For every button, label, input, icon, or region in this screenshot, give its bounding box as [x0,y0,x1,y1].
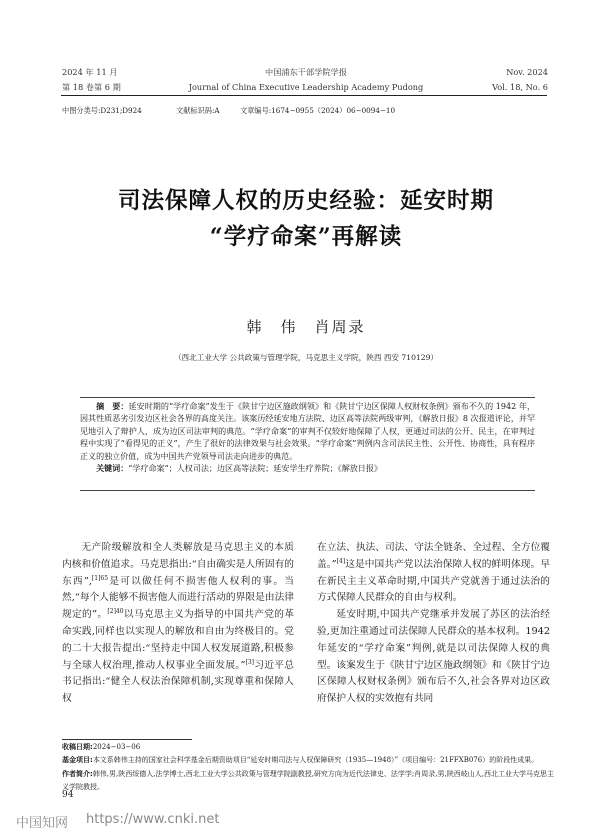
body-text: 无产阶级解放和全人类解放是马克思主义的本质内核和价值追求。马克思指出:“自由确实是人所固有的东西”, [62,542,294,587]
body-paragraph: 延安时期,中国共产党继承并发展了苏区的法治经验,更加注重通过司法保障人民群众的基本权利。1942 年延安的“学疗命案”判例,就是以司法保障人权的典型。该案发生于《陕甘宁边区施政纲领》和《陕甘宁边区保障人权财权条例》颁布后不久,社会各界对边区政府保护人权的实效抱有共同 [317,609,550,705]
body-paragraph [62,540,294,708]
header-volume-cn: 第 18 卷第 6 期 [62,82,121,92]
body-text: 这是中国共产党以法治保障人权的鲜明体现。早在新民主主义革命时期,中国共产党就善于通过法治的方式保障人民群众的自由与权利。 [317,558,550,604]
body-right-column [317,540,550,735]
clc-number: 中图分类号:D231;D924 [62,106,142,115]
citation: [2]40 [107,607,124,615]
article-title-line2: “学疗命案”再解读 [209,224,403,250]
header-journal-cn: 中国浦东干部学院学报 [265,67,347,77]
fund-label: 基金项目: [62,756,93,764]
abstract-block [80,397,535,491]
author-text: 韩伟,男,陕西绥德人,法学博士,西北工业大学公共政策与管理学院副教授,研究方向为近代法律史、法学学;肖周录,男,陕西岐山人,西北工业大学马克思主义学院教授。 [62,770,554,792]
header-rule [61,95,547,96]
header-date-cn: 2024 年 11 月 [62,67,118,77]
fund-text: 本文系韩伟主持的国家社会科学基金后期资助项目“延安时期司法与人权保障研究（1935—1948）”（项目编号：21FFXB076）的阶段性成果。 [92,756,539,764]
body-paragraph [317,540,550,607]
citation: [1]65 [91,574,109,582]
affiliation: （西北工业大学 公共政策与管理学院，马克思主义学院，陕西 西安 710129） [173,353,439,362]
article-title-line1: 司法保障人权的历史经验：延安时期 [117,188,494,214]
abstract-text: 延安时期的“学疗命案”发生于《陕甘宁边区施政纲领》和《陕甘宁边区保障人权财权条例》颁布不久的 1942 年，因其性质恶劣引发边区社会各界的高度关注。该案历经延安地方法院、边区高等法院两级审判，《解放日报》8 次报道评论，并罕见地引入了辩护人，成为边区司法审判的典范。“学疗命案”的审判不仅较好地保障了人权，更通过司法的公开、民主，在审判过程中实现了“看得见的正义”，产生了很好的法律效果与社会效果。“学疗命案”判例内含司法民主性、公开性、协商性，具有程序正义的独立价值，成为中国共产党领导司法走向进步的典范。 [80,402,536,461]
body-text: 习近平总书记指出:“健全人权法治保障机制,实现尊重和保障人权 [62,659,294,705]
citation: [3] [245,658,254,666]
page-number: 94 [62,790,74,800]
body-left-column [62,540,294,735]
document-code: 文献标识码:A [176,106,220,115]
body-text: 在立法、执法、司法、守法全链条、全过程、全方位覆盖。” [317,542,550,570]
body-text: 是可以做任何不损害他人权利的事。当然,“每个人能够不损害他人而进行活动的界限是由法律规定的”。 [62,575,294,621]
footnote-rule [62,739,192,740]
citation: [4] [336,557,346,565]
header-journal-en: Journal of China Executive Leadership Academy Pudong [188,82,424,92]
footnote-received [62,741,554,754]
abstract [80,401,535,463]
footnote-fund [62,754,554,767]
header-date-en: Nov. 2024 [506,67,548,77]
received-date: 2024−03−06 [92,743,141,751]
watermark-site: 中国知网 [16,816,69,831]
watermark-url: https://www.cnki.net [86,812,220,827]
keywords-text: “学疗命案”；人权司法；边区高等法院；延安学生疗养院；《解放日报》 [128,464,382,474]
abstract-label: 摘 要： [96,402,129,411]
article-number: 文章编号:1674−0955（2024）06−0094−10 [240,106,396,115]
authors: 韩 伟 肖周录 [246,318,366,336]
keywords [80,463,535,475]
received-label: 收稿日期: [62,743,93,751]
body-text: 以马克思主义为指导的中国共产党的革命实践,同样也以实现人的解放和自由为终极目的。党的二十大报告提出:“坚持走中国人权发展道路,积极参与全球人权治理,推动人权事业全面发展。” [62,609,294,671]
header-volume-en: Vol. 18, No. 6 [492,82,548,92]
footnote-author [62,768,554,795]
author-label: 作者简介: [62,770,93,778]
keywords-label: 关键词： [96,464,129,474]
